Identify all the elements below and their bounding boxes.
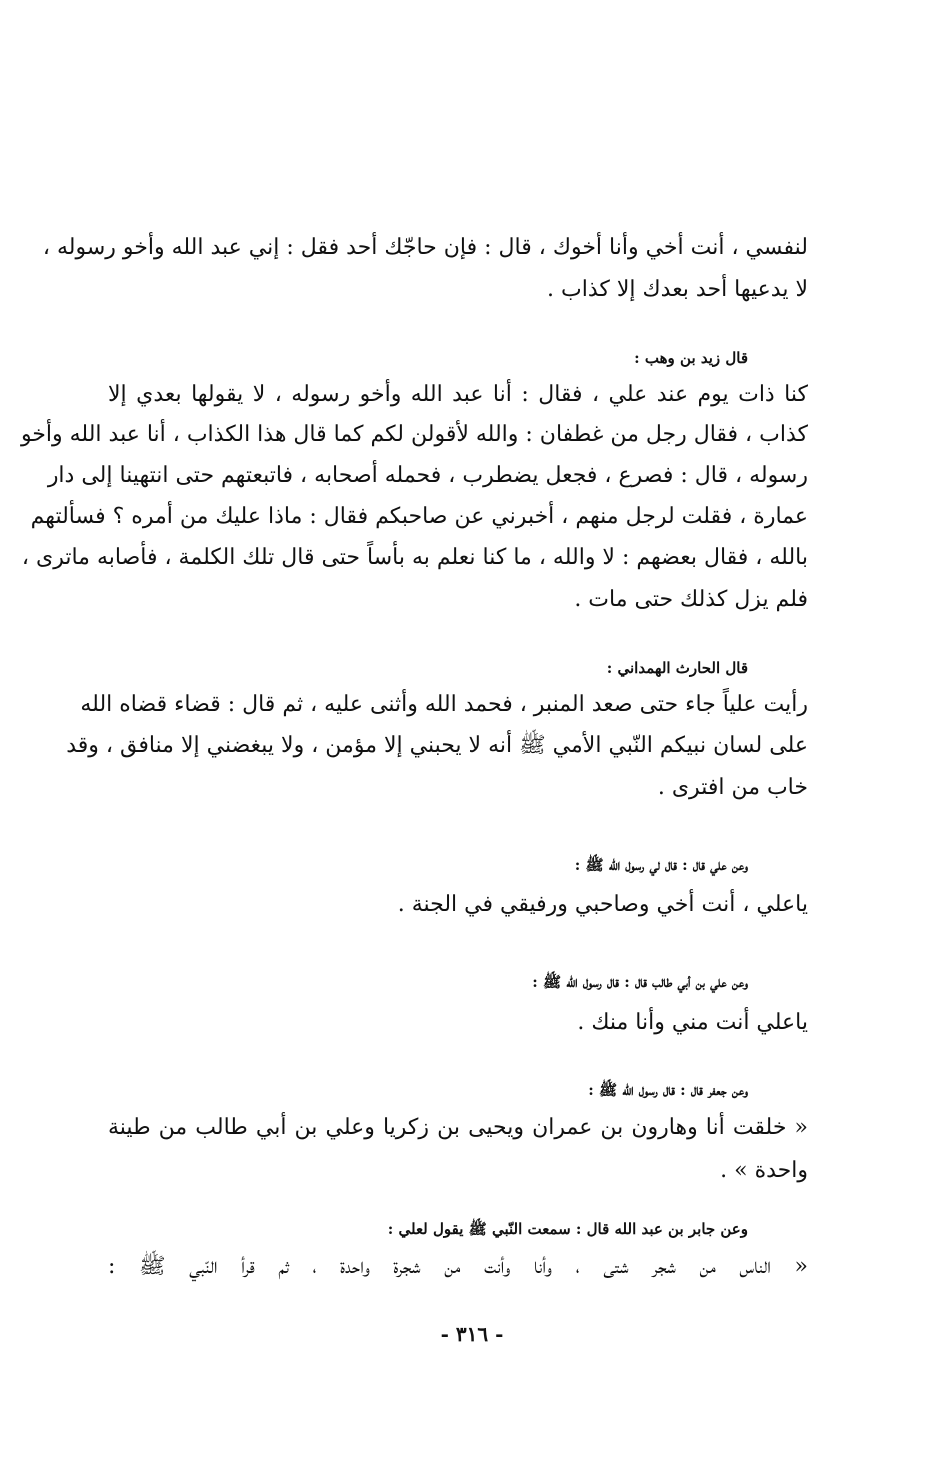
paragraph-line: رسوله ، قال : فصرع ، فجعل يضطرب ، فحمله أصحابه ، فاتبعتهم حتى انتهينا إلى دار: [47, 463, 808, 488]
paragraph-line: عمارة ، فقلت لرجل منهم ، أخبرني عن صاحبكم فقال : ماذا عليك من أمره ؟ فسألتهم: [30, 504, 808, 529]
narrator-heading: وعن جابر بن عبد الله قال : سمعت النّبي ﷺ يقول لعلي :: [387, 1220, 748, 1238]
narrator-heading: قال الحارث الهمداني :: [606, 659, 748, 677]
page-number: - ٣١٦ -: [440, 1322, 504, 1346]
narrator-heading: وعن جعفر قال : قال رسول الله ﷺ :: [588, 1081, 748, 1099]
paragraph-line: بالله ، فقال بعضهم : لا والله ، ما كنا نعلم به بأساً حتى قال تلك الكلمة ، فأصابه ماترى ،: [21, 545, 808, 570]
hadith-line: « خلقت أنا وهارون بن عمران ويحيى بن زكريا وعلي بن أبي طالب من طينة: [108, 1115, 808, 1140]
narrator-heading: قال زيد بن وهب :: [634, 349, 748, 367]
paragraph-line: لنفسي ، أنت أخي وأنا أخوك ، قال : فإن حاجّك أحد فقل : إني عبد الله وأخو رسوله ،: [42, 235, 808, 260]
paragraph-line: فلم يزل كذلك حتى مات .: [574, 587, 808, 612]
paragraph-line: رأيت علياً جاء حتى صعد المنبر ، فحمد الله وأثنى عليه ، ثم قال : قضاء قضاه الله: [80, 692, 808, 717]
hadith-line: ياعلي ، أنت أخي وصاحبي ورفيقي في الجنة .: [397, 892, 808, 917]
hadith-line: ياعلي أنت مني وأنا منك .: [577, 1010, 808, 1035]
paragraph-line: لا يدعيها أحد بعدك إلا كذاب .: [547, 277, 808, 302]
narrator-heading: وعن علي قال : قال لي رسول الله ﷺ :: [574, 856, 748, 874]
paragraph-line: كنا ذات يوم عند علي ، فقال : أنا عبد الله وأخو رسوله ، لا يقولها بعدي إلا: [108, 382, 808, 407]
hadith-line: « الناس من شجر شتى ، وأنا وأنت من شجرة واحدة ، ثم قرأ النّبي ﷺ :: [108, 1254, 808, 1279]
paragraph-line: كذاب ، فقال رجل من غطفان : والله لأقولن لكم كما قال هذا الكذاب ، أنا عبد الله وأخو: [20, 422, 808, 447]
paragraph-line: على لسان نبيكم النّبي الأمي ﷺ أنه لا يحبني إلا مؤمن ، ولا يبغضني إلا منافق ، وقد: [66, 733, 808, 758]
hadith-line: واحدة » .: [720, 1158, 808, 1183]
narrator-heading: وعن علي بن أبي طالب قال : قال رسول الله ﷺ :: [532, 973, 748, 991]
paragraph-line: خاب من افترى .: [657, 775, 808, 800]
